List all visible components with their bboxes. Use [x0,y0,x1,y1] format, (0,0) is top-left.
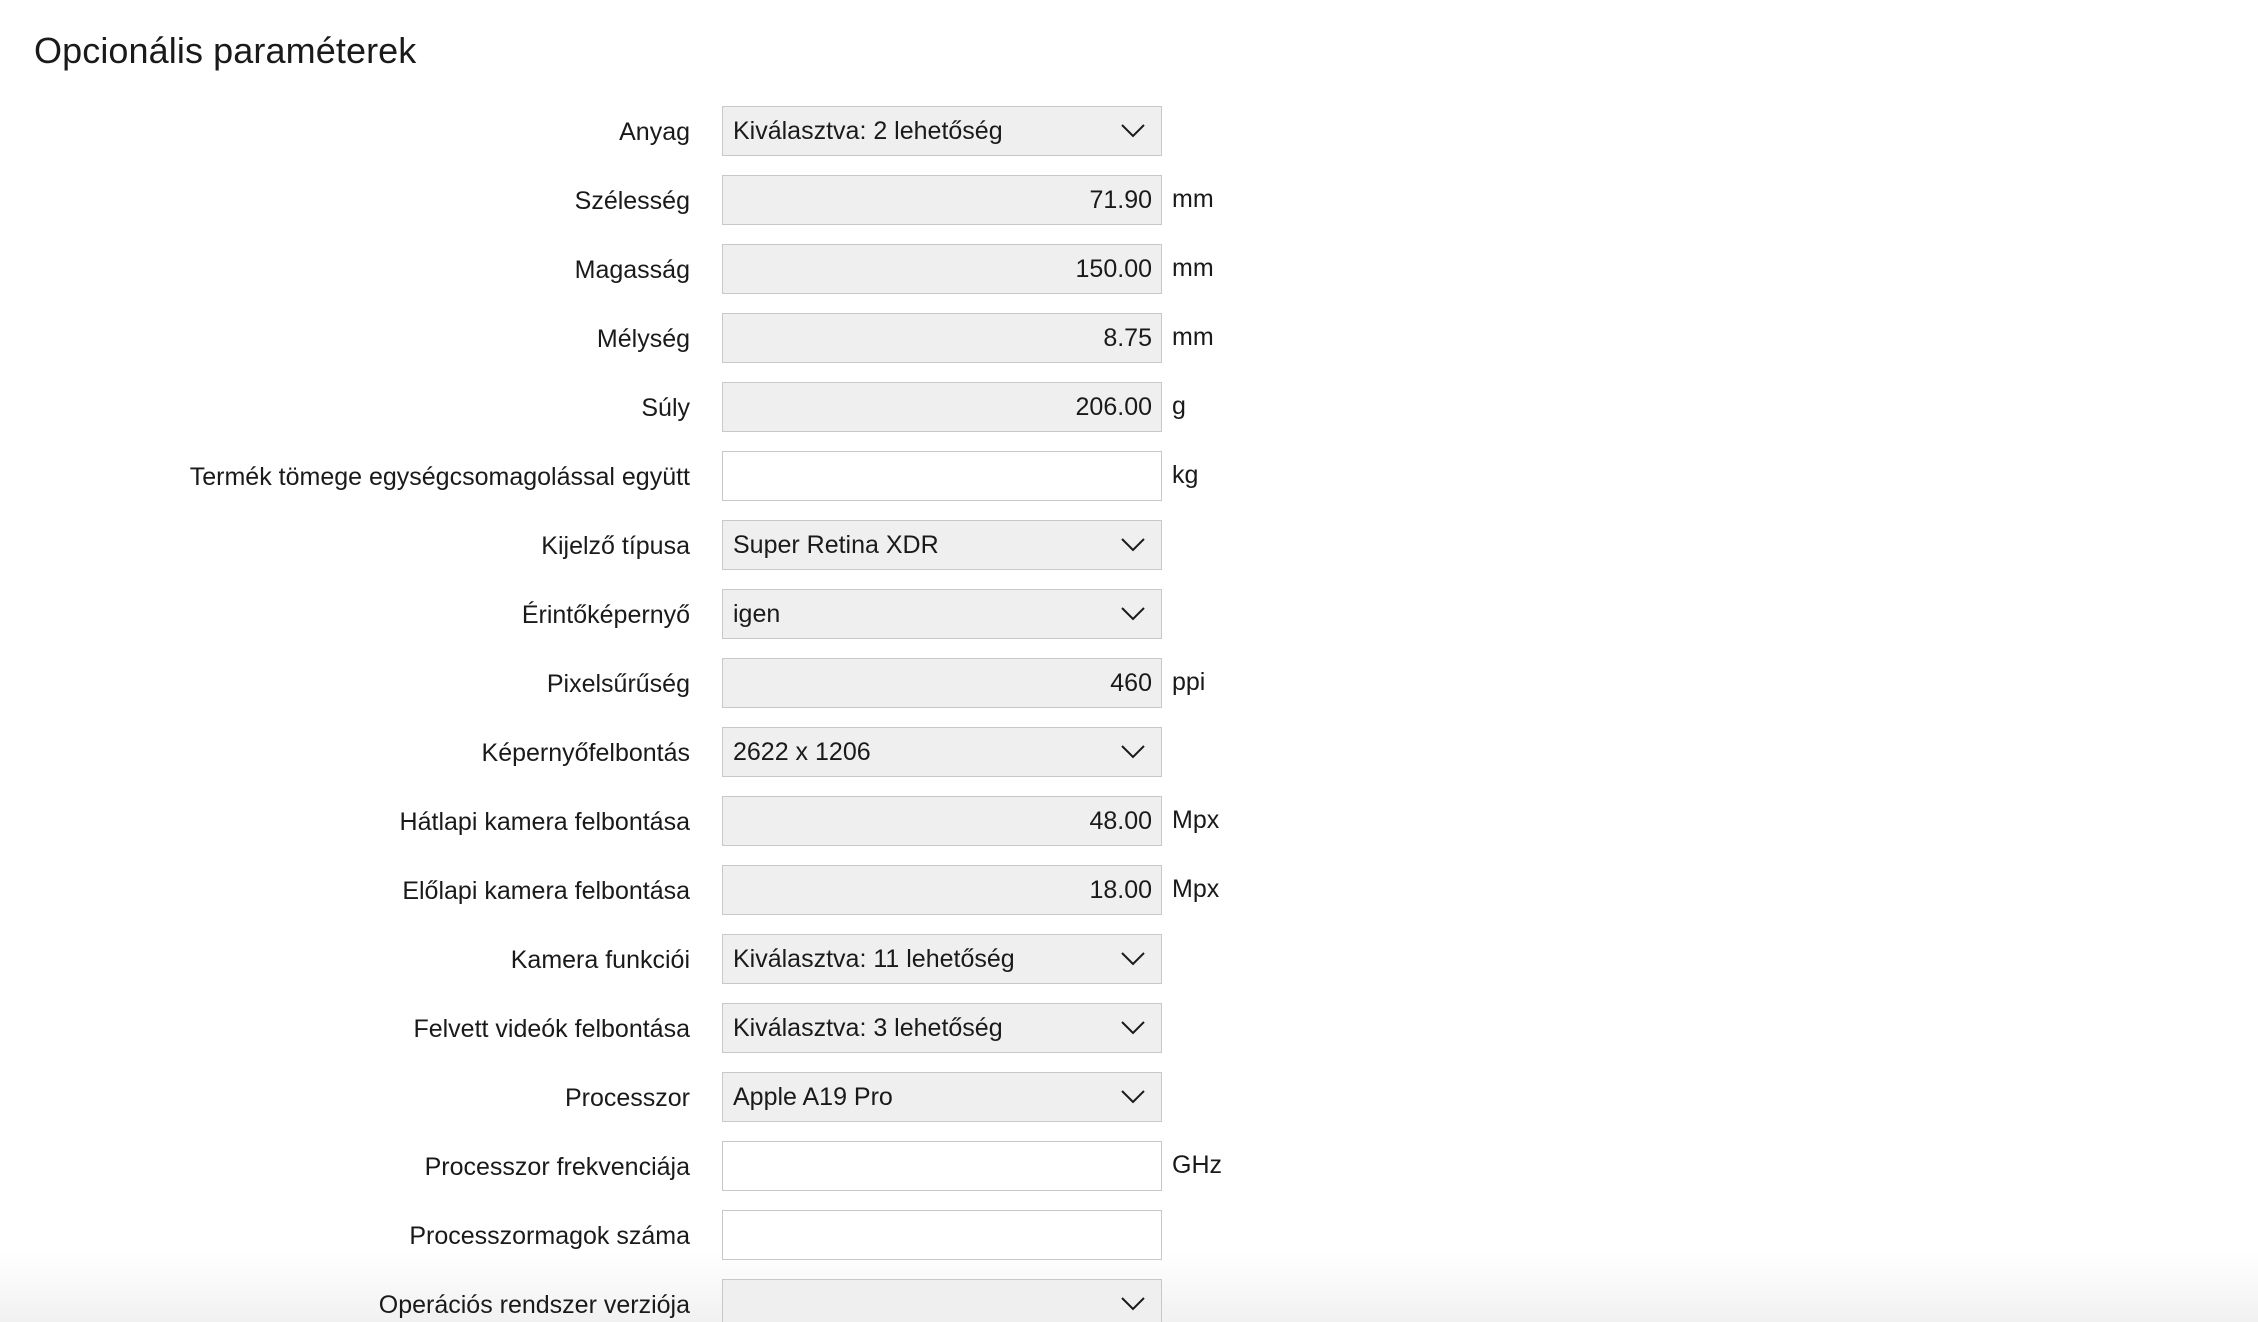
unit-label: GHz [1172,1151,1222,1179]
field-row-erintokepernyo [0,589,1400,641]
field-label: Operációs rendszer verziója [378,1291,690,1319]
processzor-frekvencia-input[interactable] [722,1141,1162,1191]
processzor-select[interactable] [722,1072,1162,1122]
chevron-down-icon [1121,1090,1145,1104]
field-label: Kijelző típusa [541,532,690,560]
field-label: Processzormagok száma [409,1222,690,1250]
select-value: Super Retina XDR [733,531,939,559]
field-row-suly [0,382,1400,434]
field-row-pixelsuruseg [0,658,1400,710]
unit-label: mm [1172,254,1214,282]
unit-label: mm [1172,323,1214,351]
melyseg-input[interactable]: 8.75 [722,313,1162,363]
select-value: Kiválasztva: 3 lehetőség [733,1014,1003,1042]
chevron-down-icon [1121,952,1145,966]
field-label: Pixelsűrűség [546,670,690,698]
suly-input[interactable]: 206.00 [722,382,1162,432]
field-label: Érintőképernyő [521,601,690,629]
field-label: Processzor frekvenciája [424,1153,690,1181]
select-value: 2622 x 1206 [733,738,871,766]
chevron-down-icon [1121,607,1145,621]
field-label: Képernyőfelbontás [481,739,690,767]
field-row-processzormagok [0,1210,1400,1262]
field-row-processzor [0,1072,1400,1124]
kamera-funkcioi-select[interactable] [722,934,1162,984]
field-label: Processzor [564,1084,690,1112]
chevron-down-icon [1121,124,1145,138]
erintokepernyo-select[interactable] [722,589,1162,639]
operacios-rendszer-select[interactable] [722,1279,1162,1322]
pixelsuruseg-input[interactable]: 460 [722,658,1162,708]
select-value: Apple A19 Pro [733,1083,893,1111]
field-row-operacios-rendszer [0,1279,1400,1322]
field-label: Termék tömege egységcsomagolással együtt [189,463,690,491]
field-label: Előlapi kamera felbontása [402,877,690,905]
unit-label: g [1172,392,1186,420]
elolapi-kamera-input[interactable]: 18.00 [722,865,1162,915]
field-label: Hátlapi kamera felbontása [399,808,690,836]
unit-label: ppi [1172,668,1206,696]
termek-tomege-input[interactable] [722,451,1162,501]
anyag-select[interactable] [722,106,1162,156]
field-row-felvett-videok [0,1003,1400,1055]
field-row-szelesseg [0,175,1400,227]
field-row-anyag [0,106,1400,158]
field-row-kepernyofelbontas [0,727,1400,779]
felvett-videok-select[interactable] [722,1003,1162,1053]
kepernyofelbontas-select[interactable] [722,727,1162,777]
field-row-kijelzo-tipusa [0,520,1400,572]
magassag-input[interactable]: 150.00 [722,244,1162,294]
unit-label: kg [1172,461,1199,489]
field-label: Kamera funkciói [510,946,690,974]
field-label: Anyag [619,118,690,146]
field-row-melyseg [0,313,1400,365]
field-label: Szélesség [574,187,690,215]
hatlapi-kamera-input[interactable]: 48.00 [722,796,1162,846]
field-row-termek-tomege [0,451,1400,503]
section-title: Opcionális paraméterek [34,30,417,71]
select-value: Kiválasztva: 2 lehetőség [733,117,1003,145]
field-row-processzor-frekvencia [0,1141,1400,1193]
chevron-down-icon [1121,538,1145,552]
unit-label: Mpx [1172,875,1220,903]
kijelzo-tipusa-select[interactable] [722,520,1162,570]
unit-label: mm [1172,185,1214,213]
chevron-down-icon [1121,745,1145,759]
processzormagok-input[interactable] [722,1210,1162,1260]
unit-label: Mpx [1172,806,1220,834]
field-label: Mélység [596,325,690,353]
field-row-hatlapi-kamera [0,796,1400,848]
szelesseg-input[interactable]: 71.90 [722,175,1162,225]
field-row-magassag [0,244,1400,296]
field-label: Magasság [574,256,690,284]
chevron-down-icon [1121,1021,1145,1035]
field-label: Súly [641,394,690,422]
select-value: igen [733,600,781,628]
chevron-down-icon [1121,1297,1145,1311]
field-row-elolapi-kamera [0,865,1400,917]
select-value: Kiválasztva: 11 lehetőség [733,945,1015,973]
field-row-kamera-funkcioi [0,934,1400,986]
field-label: Felvett videók felbontása [413,1015,690,1043]
